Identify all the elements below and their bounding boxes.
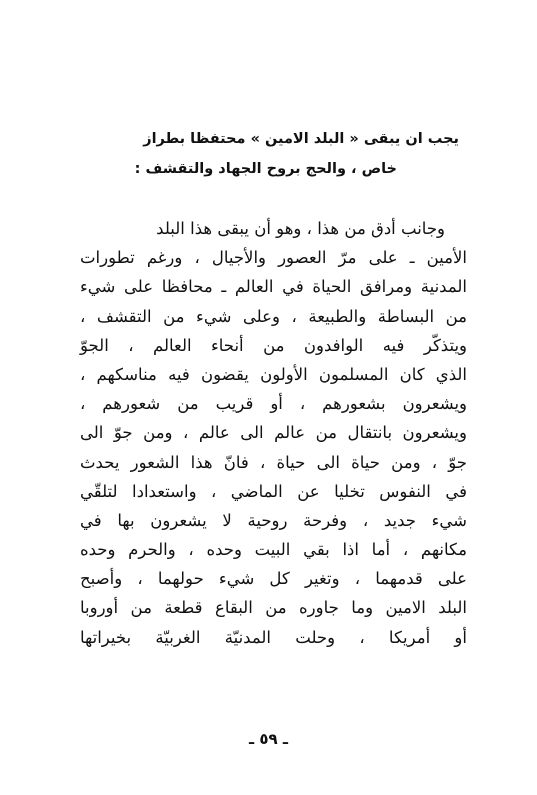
section-heading bbox=[79, 124, 459, 184]
paragraph-line: في النفوس تخليا عن الماضي ، واستعدادا لتلقّي bbox=[80, 481, 467, 501]
paragraph-line: من البساطة والطبيعة ، وعلى شيء من التقشف ، bbox=[80, 306, 467, 326]
paragraph-line: شيء جديد ، وفرحة روحية لا يشعرون بها في bbox=[80, 510, 467, 530]
paragraph-line: ويشعرون بانتقال من عالم الى عالم ، ومن جوّ الى bbox=[80, 423, 467, 443]
paragraph-line: البلد الامين وما جاوره من البقاع قطعة من أوروبا bbox=[80, 598, 467, 618]
paragraph-line: الذي كان المسلمون الأولون يقضون فيه مناسكهم ، bbox=[80, 364, 467, 384]
paragraph-line: على قدمهما ، وتغير كل شيء حولهما ، وأصبح bbox=[80, 569, 467, 589]
paragraph-line: مكانهم ، أما اذا بقي البيت وحده ، والحرم وحده bbox=[80, 540, 467, 560]
heading-line-1: يجب ان يبقى « البلد الامين » محتفظا بطراز bbox=[143, 131, 459, 147]
body-paragraph bbox=[80, 214, 467, 652]
paragraph-line: ويتذكّر فيه الوافدون من أنحاء العالم ، الجوّ bbox=[80, 335, 467, 355]
page-number: ـ ٥٩ ـ bbox=[248, 730, 289, 748]
paragraph-line: ويشعرون بشعورهم ، أو قريب من شعورهم ، bbox=[80, 394, 467, 414]
paragraph-line: أو أمريكا ، وحلت المدنيّة الغربيّة بخيراتها bbox=[80, 627, 467, 647]
paragraph-line: وجانب أدق من هذا ، وهو أن يبقى هذا البلد bbox=[156, 219, 445, 238]
paragraph-line: المدنية ومرافق الحياة في العالم ـ محافظا على شيء bbox=[80, 277, 467, 297]
paragraph-line: الأمين ـ على مرّ العصور والأجيال ، ورغم تطورات bbox=[80, 248, 467, 268]
heading-line-2: خاص ، والحج بروح الجهاد والتقشف : bbox=[134, 161, 397, 177]
paragraph-line: جوّ ، ومن حياة الى حياة ، فانّ هذا الشعور يحدث bbox=[80, 452, 467, 472]
